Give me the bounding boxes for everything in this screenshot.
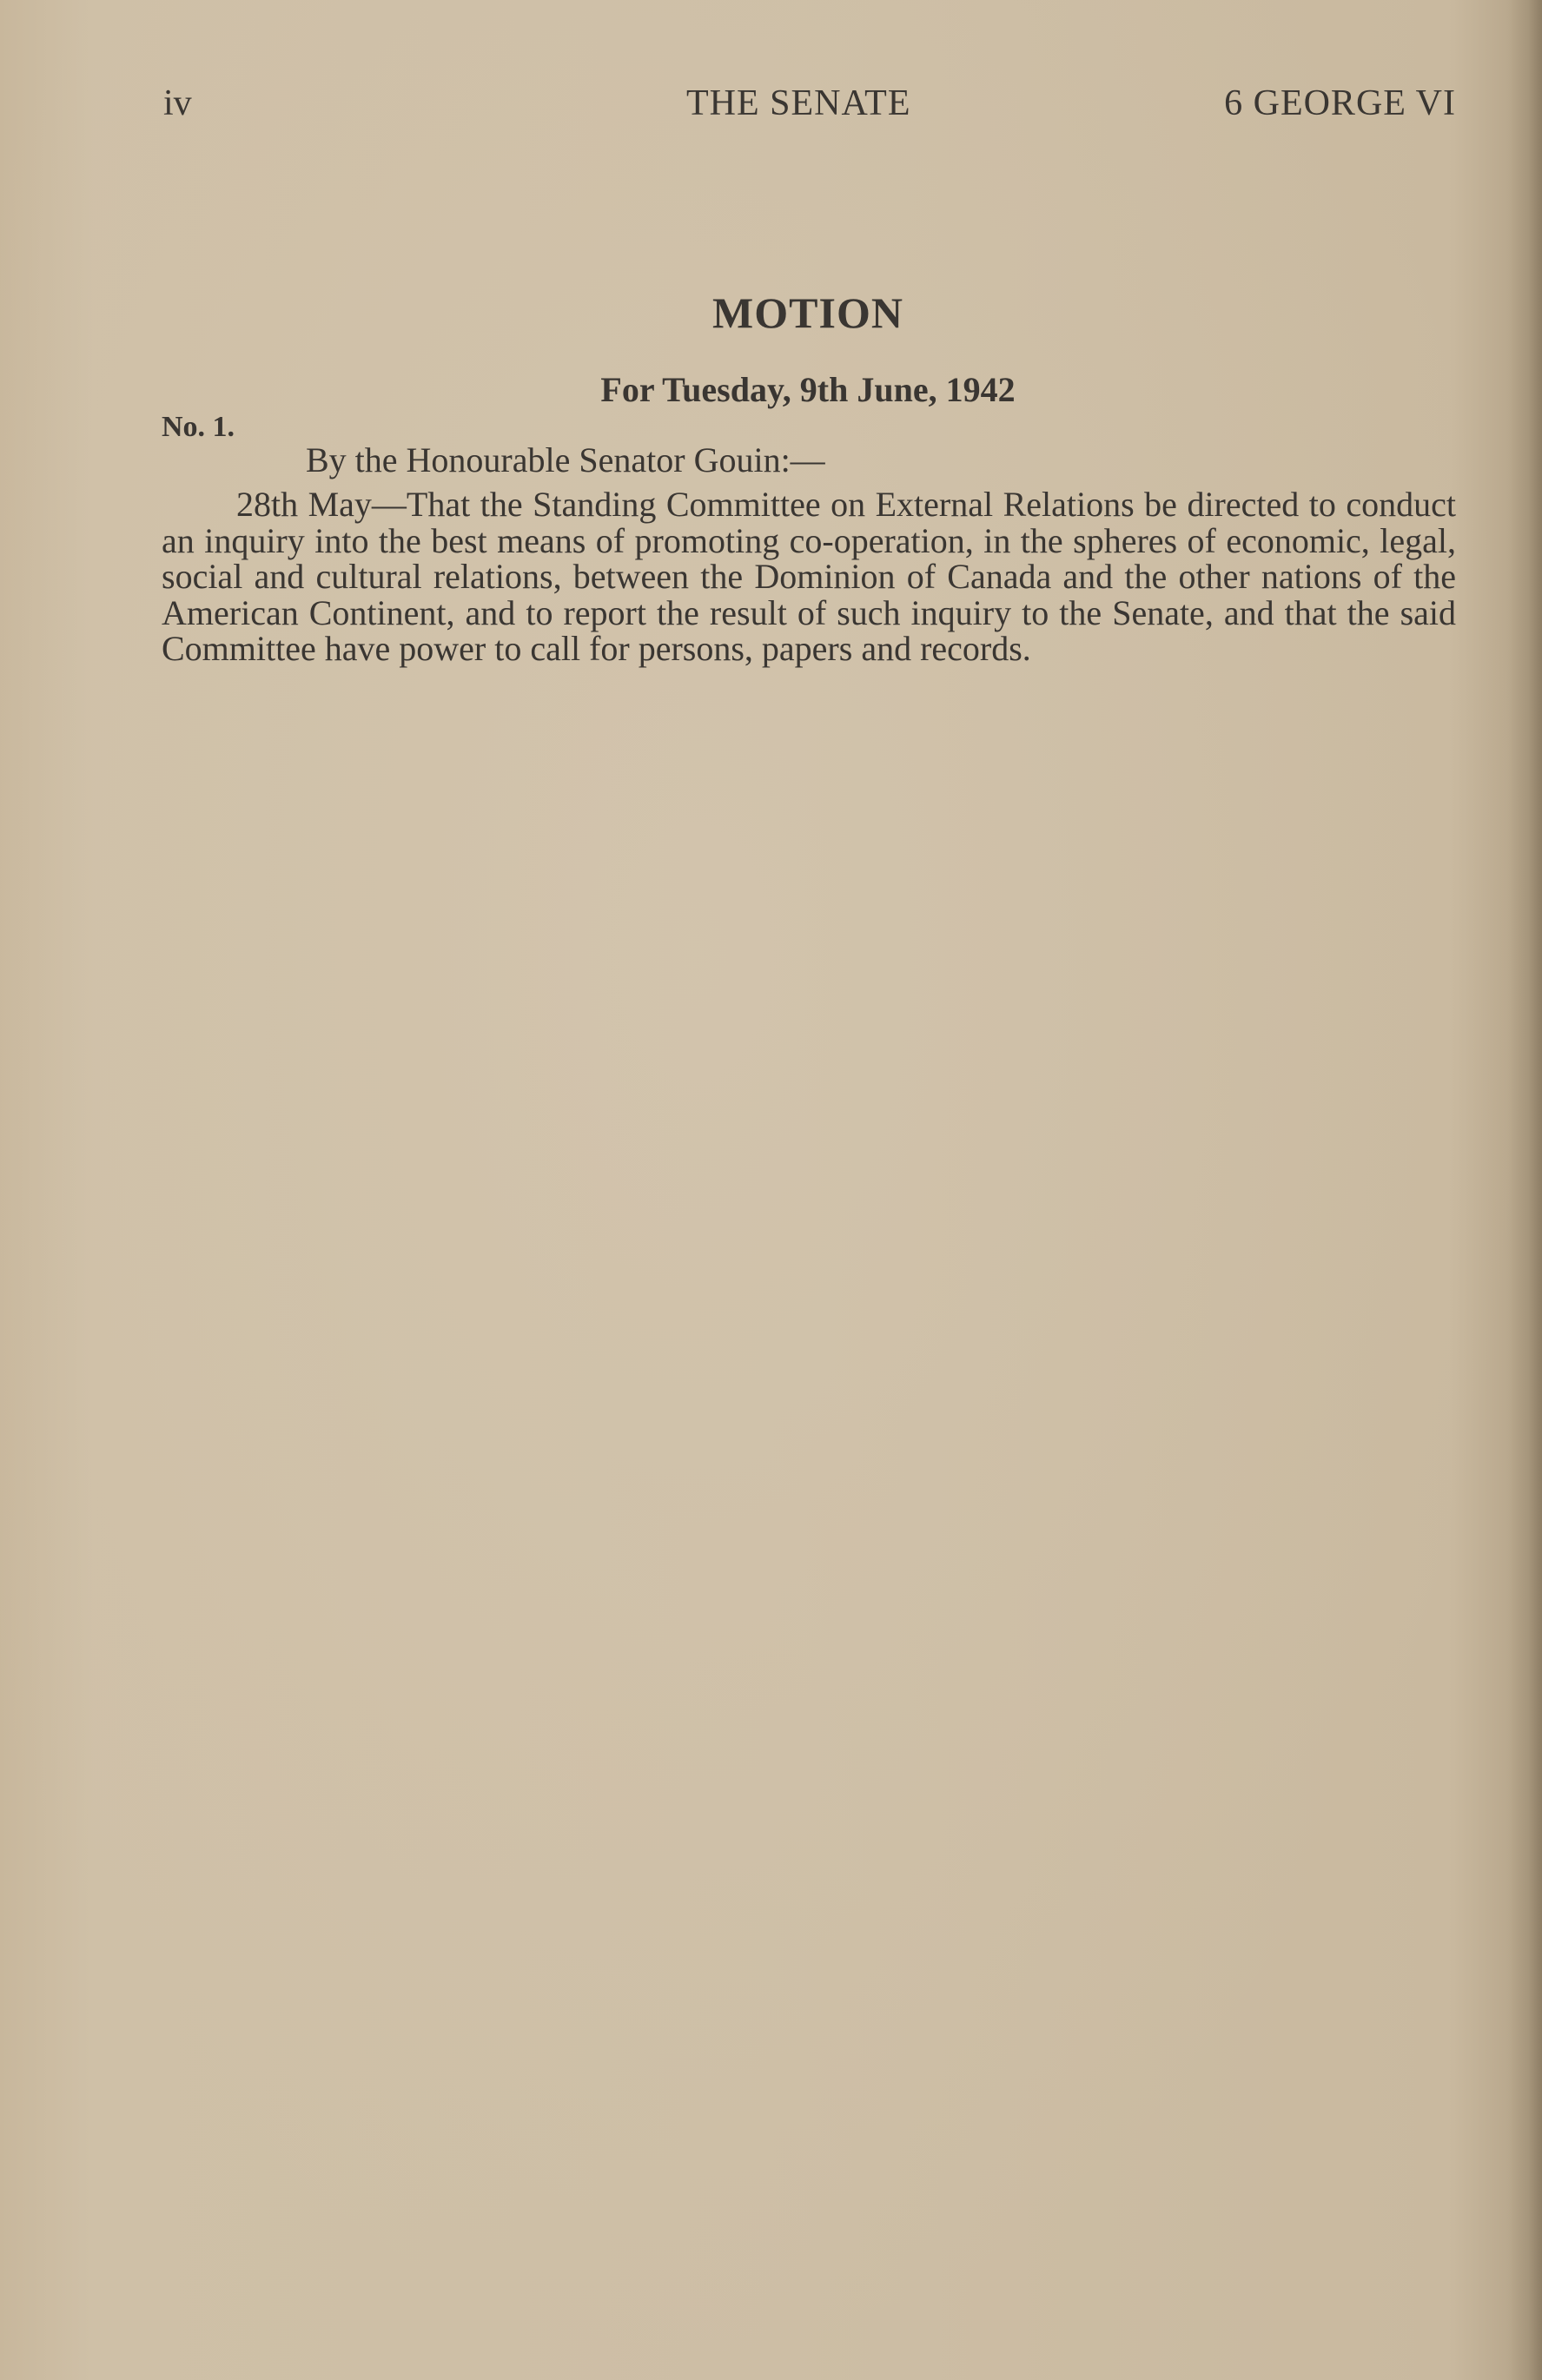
page-number: iv	[163, 83, 192, 123]
date-line: For Tuesday, 9th June, 1942	[600, 370, 1016, 409]
motion-mover: By the Honourable Senator Gouin:—	[306, 440, 825, 479]
motion-text: 28th May—That the Standing Committee on External Relations be directed to conduct an inquiry into the best means of promoting co-operation, in the spheres of economic, legal, social and cultural relations, between the Dominion of Canada and the other nations of the American Continent, and to report the result of such inquiry to the Senate, and that the said Committee have power to call for persons, papers and records.	[162, 485, 1456, 668]
page-edge-shadow	[1507, 0, 1542, 2380]
section-heading: MOTION	[712, 288, 903, 337]
motion-number: No. 1.	[162, 411, 235, 443]
regnal-year: 6 GEORGE VI	[1224, 83, 1456, 123]
running-head	[163, 82, 1456, 125]
running-title: THE SENATE	[686, 83, 911, 123]
